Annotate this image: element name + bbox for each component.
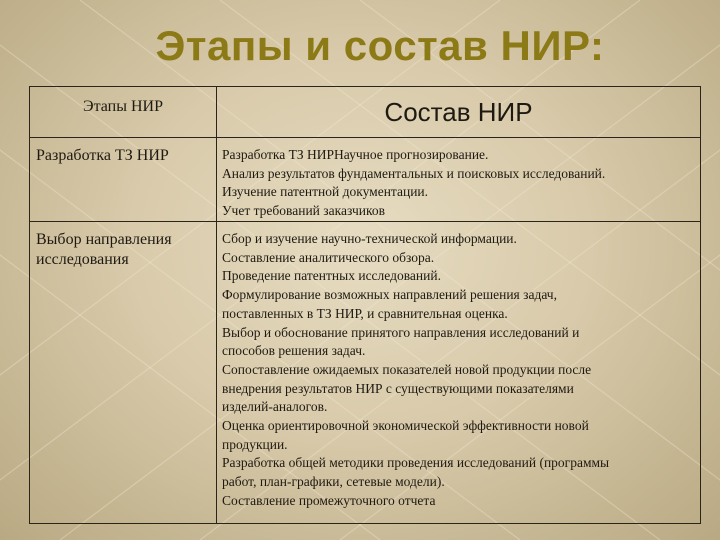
- composition-line: Учет требований заказчиков: [222, 203, 386, 219]
- stages-table: [29, 86, 701, 524]
- composition-line: способов решения задач.: [222, 343, 366, 359]
- composition-line: Составление промежуточного отчета: [222, 492, 436, 508]
- composition-line: внедрения результатов НИР с существующими показателями: [222, 380, 574, 396]
- composition-line: поставленных в ТЗ НИР, и сравнительная оценка.: [222, 305, 508, 321]
- composition-line: продукции.: [222, 436, 288, 452]
- composition-cell: [217, 222, 701, 524]
- composition-line: Сопоставление ожидаемых показателей новой продукции после: [222, 361, 592, 377]
- composition-line: Разработка ТЗ НИРНаучное прогнозирование.: [222, 147, 489, 162]
- stage-cell: Выбор направления исследования: [30, 222, 217, 524]
- composition-line: Выбор и обоснование принятого направления исследований и: [222, 324, 580, 340]
- stage-cell: Разработка ТЗ НИР: [30, 138, 217, 222]
- composition-line: Составление аналитического обзора.: [222, 249, 435, 265]
- composition-line: Проведение патентных исследований.: [222, 268, 441, 284]
- composition-line: Изучение патентной документации.: [222, 184, 429, 200]
- table-header-row: [30, 87, 701, 138]
- composition-line: работ, план-графики, сетевые модели).: [222, 474, 445, 490]
- header-composition: Состав НИР: [217, 87, 701, 138]
- page-title: Этапы и состав НИР:: [155, 22, 605, 69]
- composition-cell: [217, 138, 701, 222]
- composition-line: Разработка общей методики проведения исследований (программы: [222, 455, 610, 471]
- table-row: [30, 222, 701, 524]
- composition-line: Анализ результатов фундаментальных и поисковых исследований.: [222, 165, 606, 181]
- composition-line: Оценка ориентировочной экономической эффективности новой: [222, 418, 589, 434]
- composition-line: Сбор и изучение научно-технической информации.: [222, 231, 517, 246]
- header-stages: Этапы НИР: [30, 87, 217, 138]
- composition-line: изделий-аналогов.: [222, 399, 328, 415]
- table-row: [30, 138, 701, 222]
- composition-line: Формулирование возможных направлений решения задач,: [222, 287, 557, 303]
